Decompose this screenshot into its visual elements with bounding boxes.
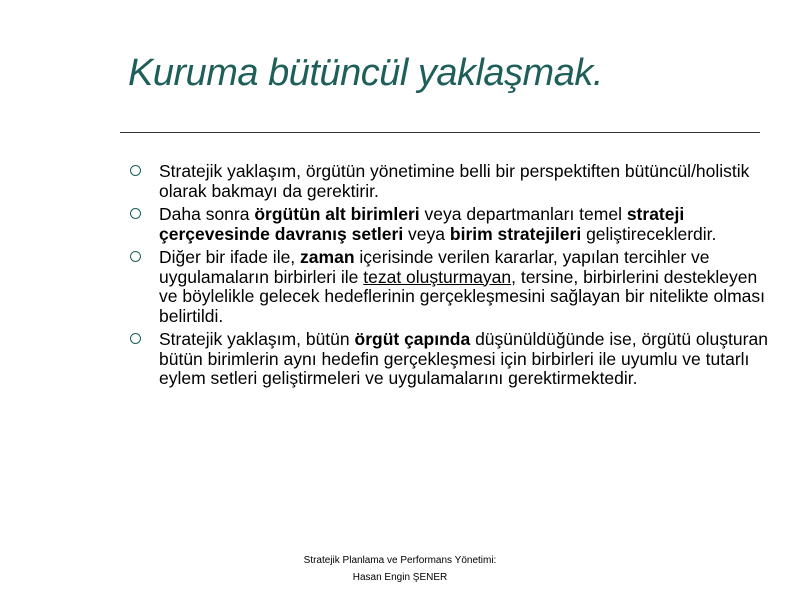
bullet-text: Diğer bir ifade ile, zaman içerisinde verilen kararlar, yapılan tercihler ve uygulamaların birbirleri ile tezat oluşturmayan, tersine, birbirlerini destekleyen ve böylelikle gelecek hedeflerinin gerçekleşmesini sağlayan bir nitelikte olması belirtildi. (159, 247, 766, 326)
emphasis-text: strateji çerçevesinde davranış setleri (159, 204, 685, 244)
title-divider (120, 132, 760, 133)
footer-author: Hasan Engin ŞENER (352, 572, 448, 583)
hollow-circle-bullet-icon (130, 165, 141, 176)
bullet-item (128, 330, 768, 389)
bullet-text: Daha sonra örgütün alt birimleri veya departmanları temel strateji çerçevesinde davranış setleri veya birim stratejileri geliştireceklerdir. (159, 204, 717, 244)
bullet-item (128, 162, 768, 201)
hollow-circle-bullet-icon (130, 208, 141, 219)
hollow-circle-bullet-icon (130, 251, 141, 262)
emphasis-text: örgütün alt birimleri (254, 204, 420, 224)
emphasis-text: örgüt çapında (354, 329, 471, 349)
bullet-item (128, 205, 768, 244)
underlined-text: tezat oluşturmayan (363, 266, 512, 287)
slide-title: Kuruma bütüncül yaklaşmak. (128, 52, 603, 94)
bullet-text: Stratejik yaklaşım, örgütün yönetimine belli bir perspektiften bütüncül/holistik olarak bakmayı da gerektirir. (159, 161, 750, 201)
hollow-circle-bullet-icon (130, 333, 141, 344)
footer-course-title: Stratejik Planlama ve Performans Yönetimi: (303, 555, 497, 566)
bullet-text: Stratejik yaklaşım, bütün örgüt çapında düşünüldüğünde ise, örgütü oluşturan bütün birimlerin aynı hedefin gerçekleşmesi için birbirleri ile uyumlu ve tutarlı eylem setleri geliştirmeleri ve uygulamalarını gerektirmektedir. (159, 329, 768, 388)
bullet-item (128, 248, 768, 326)
bullet-list (128, 162, 768, 393)
emphasis-text: birim stratejileri (449, 223, 582, 244)
emphasis-text: zaman (300, 247, 355, 267)
